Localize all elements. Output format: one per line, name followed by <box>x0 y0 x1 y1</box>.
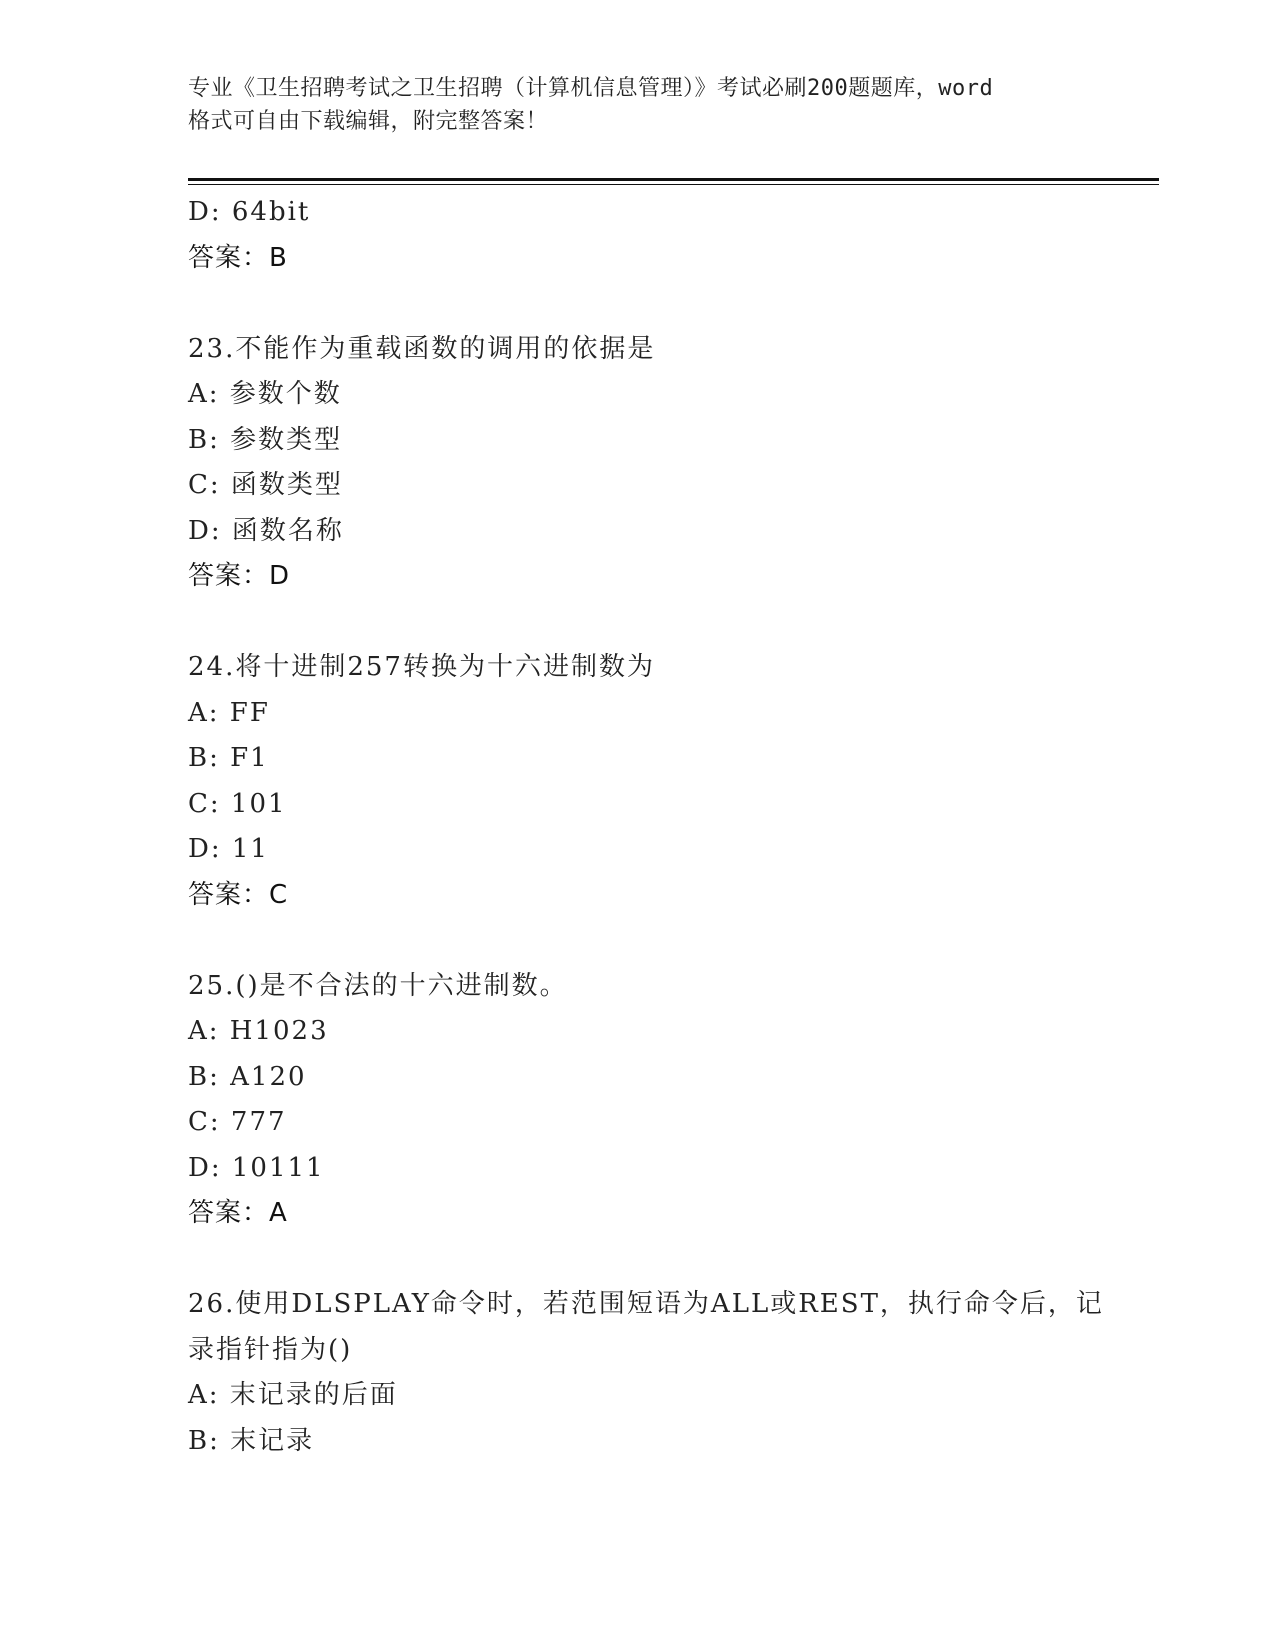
question-stem: 23.不能作为重载函数的调用的依据是 <box>188 333 656 364</box>
option-a: A: H1023 <box>188 1016 329 1046</box>
question-stem: 25.()是不合法的十六进制数。 <box>188 970 568 1001</box>
answer-line: 答案：D <box>188 561 291 591</box>
header-title-line-1: 专业《卫生招聘考试之卫生招聘（计算机信息管理）》考试必刷200题题库，word <box>188 76 994 101</box>
option-c: C: 函数类型 <box>188 470 343 500</box>
question-stem: 24.将十进制257转换为十六进制数为 <box>188 652 655 682</box>
option-b: B: A120 <box>188 1061 307 1092</box>
answer-line: 答案：B <box>188 242 288 273</box>
spacer <box>188 281 1148 327</box>
question-stem-line-1: 26.使用DLSPLAY命令时，若范围短语为ALL或REST，执行命令后，记 <box>188 1289 1104 1319</box>
option-b: B: F1 <box>188 743 269 773</box>
option-d: D: 11 <box>188 834 269 864</box>
answer-line: 答案：C <box>188 879 289 910</box>
option-c: C: 777 <box>188 1107 287 1137</box>
spacer <box>188 918 1148 964</box>
spacer <box>188 600 1148 646</box>
option-d: D: 函数名称 <box>188 515 344 546</box>
question-25 <box>188 964 1148 1237</box>
question-22-fragment <box>188 190 1148 281</box>
answer-line: 答案：A <box>188 1198 288 1228</box>
option-a: A: 参数个数 <box>188 379 342 409</box>
spacer <box>188 1237 1148 1283</box>
option-a: A: 末记录的后面 <box>188 1380 398 1410</box>
option-a: A: FF <box>188 697 270 728</box>
header-divider-thin <box>188 184 1159 185</box>
question-23 <box>188 327 1148 600</box>
option-d: D: 64bit <box>188 197 311 227</box>
option-b: B: 参数类型 <box>188 424 343 455</box>
question-26 <box>188 1282 1148 1464</box>
question-stem-line-2: 录指针指为() <box>188 1334 353 1365</box>
header-divider-thick <box>188 178 1159 181</box>
question-list <box>188 190 1148 1464</box>
header-title-line-2: 格式可自由下载编辑，附完整答案！ <box>188 109 549 134</box>
option-d: D: 10111 <box>188 1152 325 1183</box>
page-header <box>188 72 1088 138</box>
option-c: C: 101 <box>188 788 287 819</box>
question-24 <box>188 645 1148 918</box>
option-b: B: 末记录 <box>188 1425 315 1456</box>
